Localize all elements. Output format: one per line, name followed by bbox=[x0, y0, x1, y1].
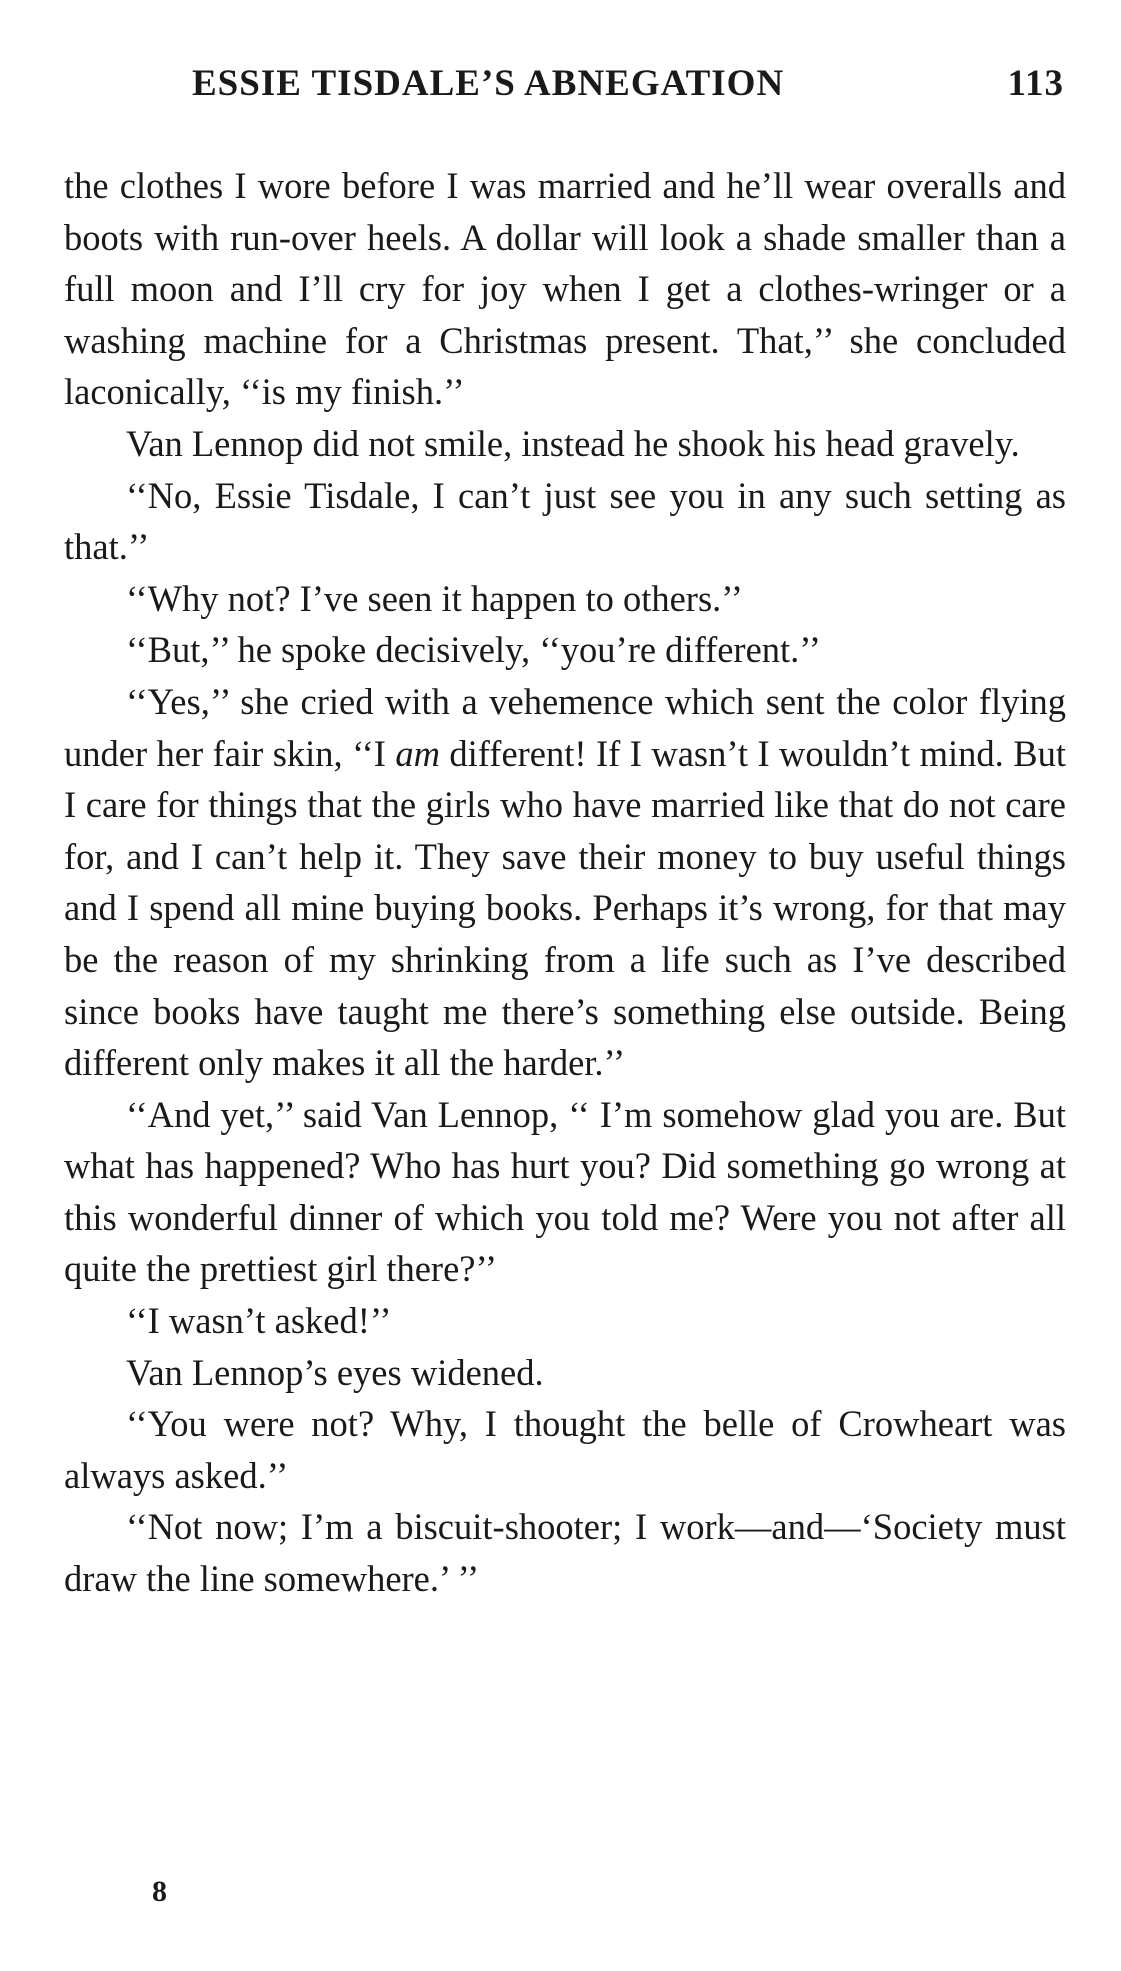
paragraph: ‘‘Why not? I’ve seen it happen to others.’’ bbox=[126, 577, 743, 619]
running-title: ESSIE TISDALE’S ABNEGATION bbox=[192, 63, 785, 104]
paragraph: ‘‘No, Essie Tisdale, I can’t just see you in any such setting as that.’’ bbox=[64, 474, 1066, 568]
paragraph: ‘‘I wasn’t asked!’’ bbox=[126, 1300, 392, 1342]
paragraph: Van Lennop did not smile, instead he shook his head gravely. bbox=[126, 422, 1020, 464]
paragraph bbox=[64, 676, 1066, 1089]
page-number: 113 bbox=[1007, 63, 1064, 104]
running-head bbox=[192, 62, 1064, 122]
paragraph: ‘‘Not now; I’m a biscuit-shooter; I work—and—‘Society must draw the line somewhere.’ ’’ bbox=[64, 1506, 1066, 1600]
paragraph-text: different! If I wasn’t I wouldn’t mind. But I care for things that the girls who have married like that do not care for, and I can’t help it. They save their money to buy useful things and I spend all mine buying books. Perhaps it’s wrong, for that may be the reason of my shrinking from a life such as I’ve described since books have taught me there’s something else outside. Being different only makes it all the harder.’’ bbox=[64, 732, 1066, 1084]
signature-mark: 8 bbox=[152, 1875, 167, 1908]
paragraph: ‘‘And yet,’’ said Van Lennop, ‘‘ I’m somehow glad you are. But what has happened? Who has hurt you? Did something go wrong at this wonderful dinner of which you told me? Were you not after all quite the prettiest girl there?’’ bbox=[64, 1093, 1066, 1290]
paragraph: ‘‘You were not? Why, I thought the belle of Crowheart was always asked.’’ bbox=[64, 1403, 1066, 1496]
body-text bbox=[64, 160, 1066, 1605]
paragraph: the clothes I wore before I was married and he’ll wear overalls and boots with run-over heels. A dollar will look a shade smaller than a full moon and I’ll cry for joy when I get a clothes-wringer or a washing machine for a Christmas present. That,’’ she concluded laconically, ‘‘is my finish.’’ bbox=[64, 165, 1066, 413]
emphasis: am bbox=[395, 732, 440, 774]
paragraph-text: ‘‘Yes,’’ she cried with a vehemence which sent the color flying under her fair skin, ‘‘I bbox=[64, 680, 1066, 774]
paragraph: ‘‘But,’’ he spoke decisively, ‘‘you’re different.’’ bbox=[126, 629, 821, 671]
paragraph: Van Lennop’s eyes widened. bbox=[126, 1351, 544, 1393]
